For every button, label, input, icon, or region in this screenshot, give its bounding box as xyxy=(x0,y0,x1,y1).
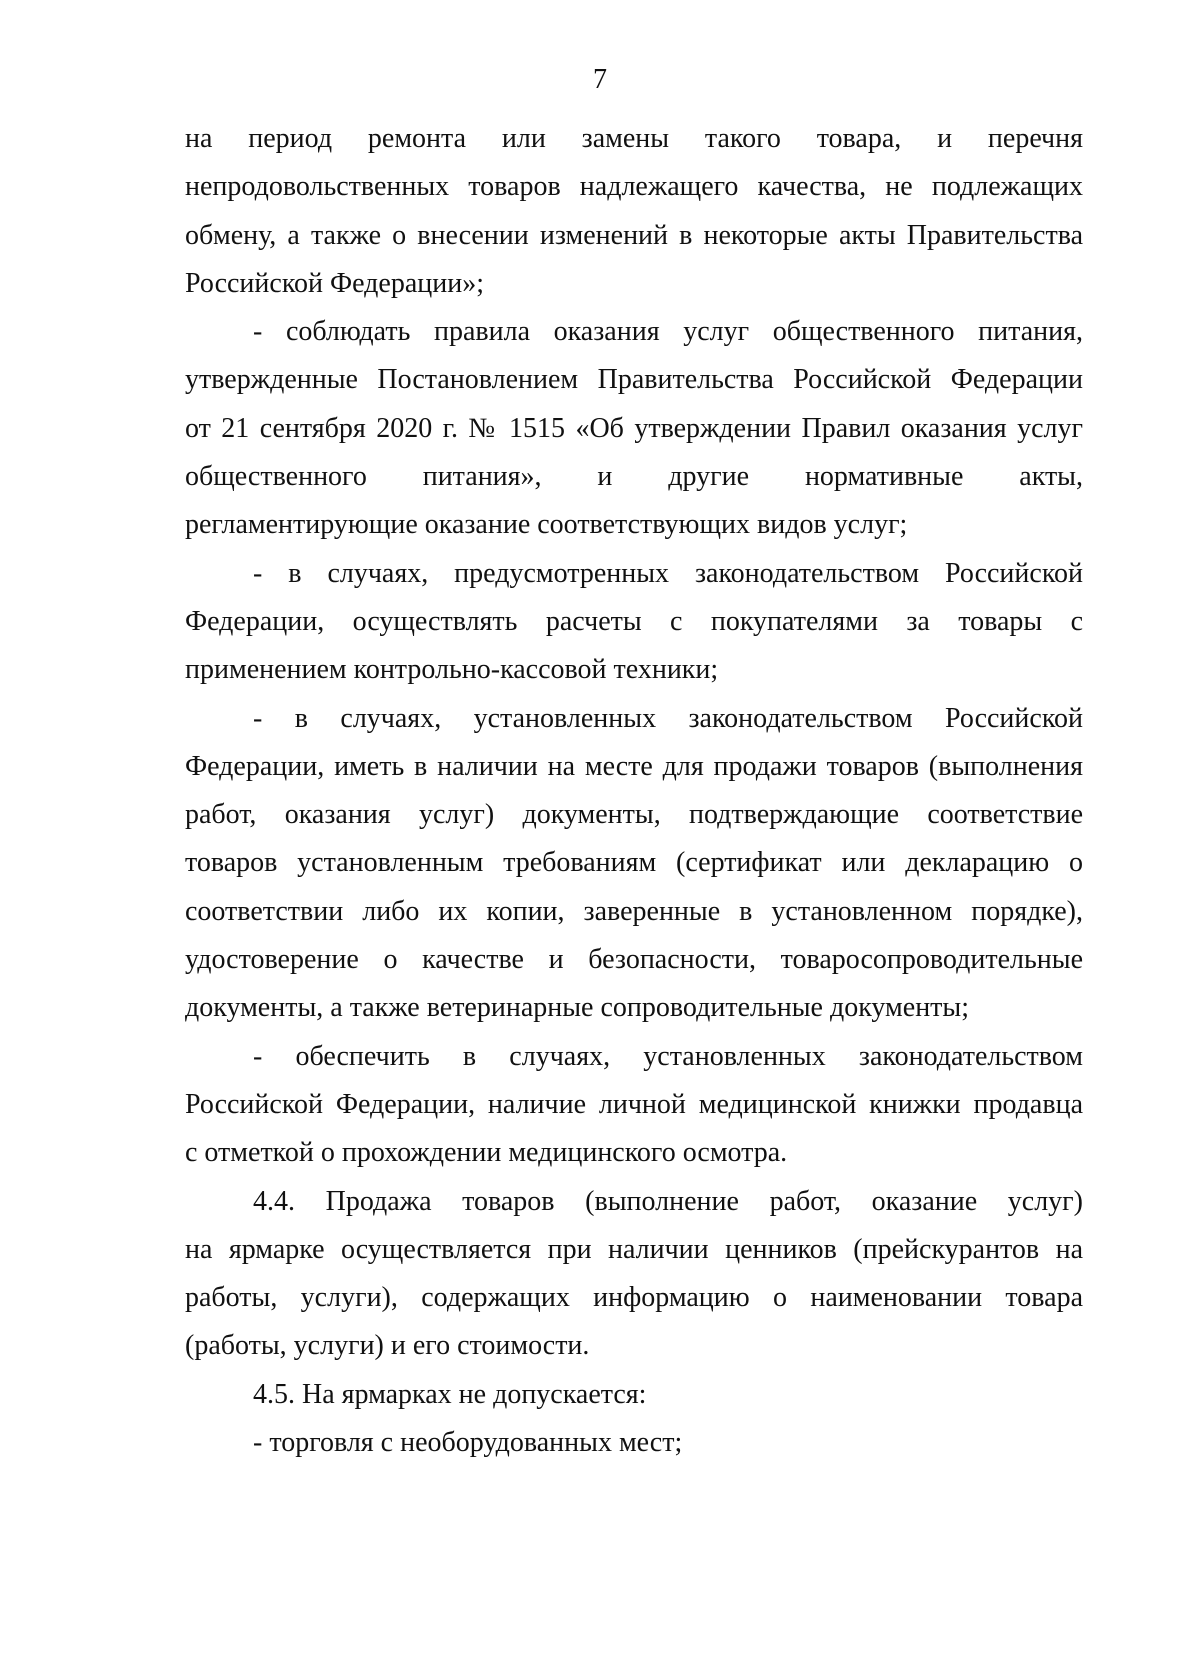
paragraph xyxy=(185,1178,1083,1371)
text-line: Федерации, иметь в наличии на месте для продажи товаров (выполнения xyxy=(185,750,1083,782)
text-line: документы, а также ветеринарные сопроводительные документы; xyxy=(185,992,970,1024)
paragraph xyxy=(185,115,1083,308)
text-line: непродовольственных товаров надлежащего качества, не подлежащих xyxy=(185,171,1083,203)
text-line: от 21 сентября 2020 г. № 1515 «Об утверждении Правил оказания услуг xyxy=(185,412,1083,444)
text-line: Федерации, осуществлять расчеты с покупателями за товары с xyxy=(185,605,1083,637)
text-line: - торговля с необорудованных мест; xyxy=(253,1427,683,1459)
text-line: Российской Федерации»; xyxy=(185,267,485,299)
page-number: 7 xyxy=(593,64,607,95)
paragraph xyxy=(185,308,1083,549)
text-line: работ, оказания услуг) документы, подтверждающие соответствие xyxy=(185,799,1083,831)
text-line: соответствии либо их копии, заверенные в установленном порядке), xyxy=(185,895,1083,927)
text-line: обмену, а также о внесении изменений в некоторые акты Правительства xyxy=(185,219,1083,251)
paragraph xyxy=(185,1371,1083,1419)
text-line: - в случаях, установленных законодательством Российской xyxy=(253,702,1083,734)
text-line: работы, услуги), содержащих информацию о наименовании товара xyxy=(185,1282,1083,1314)
paragraph xyxy=(185,1033,1083,1178)
text-line: регламентирующие оказание соответствующих видов услуг; xyxy=(185,509,908,541)
text-line: утвержденные Постановлением Правительства Российской Федерации xyxy=(185,364,1083,396)
text-line: удостоверение о качестве и безопасности, товаросопроводительные xyxy=(185,944,1083,976)
text-line: Российской Федерации, наличие личной медицинской книжки продавца xyxy=(185,1088,1083,1120)
text-line: общественного питания», и другие нормативные акты, xyxy=(185,461,1083,493)
text-line: товаров установленным требованиям (сертификат или декларацию о xyxy=(185,847,1083,879)
text-line: на период ремонта или замены такого товара, и перечня xyxy=(185,123,1083,154)
text-line: с отметкой о прохождении медицинского осмотра. xyxy=(185,1137,788,1169)
paragraph xyxy=(185,1419,1083,1467)
text-line: - соблюдать правила оказания услуг общественного питания, xyxy=(253,316,1083,348)
paragraph xyxy=(185,695,1083,1033)
text-line: применением контрольно-кассовой техники; xyxy=(185,654,719,686)
text-line: (работы, услуги) и его стоимости. xyxy=(185,1330,590,1362)
text-line: - в случаях, предусмотренных законодательством Российской xyxy=(253,557,1083,589)
paragraph xyxy=(185,550,1083,695)
text-line: 4.5. На ярмарках не допускается: xyxy=(253,1378,647,1410)
text-line: на ярмарке осуществляется при наличии ценников (прейскурантов на xyxy=(185,1233,1083,1265)
text-line: 4.4. Продажа товаров (выполнение работ, оказание услуг) xyxy=(253,1185,1083,1217)
document-body xyxy=(185,115,1083,1467)
text-line: - обеспечить в случаях, установленных законодательством xyxy=(253,1040,1083,1072)
